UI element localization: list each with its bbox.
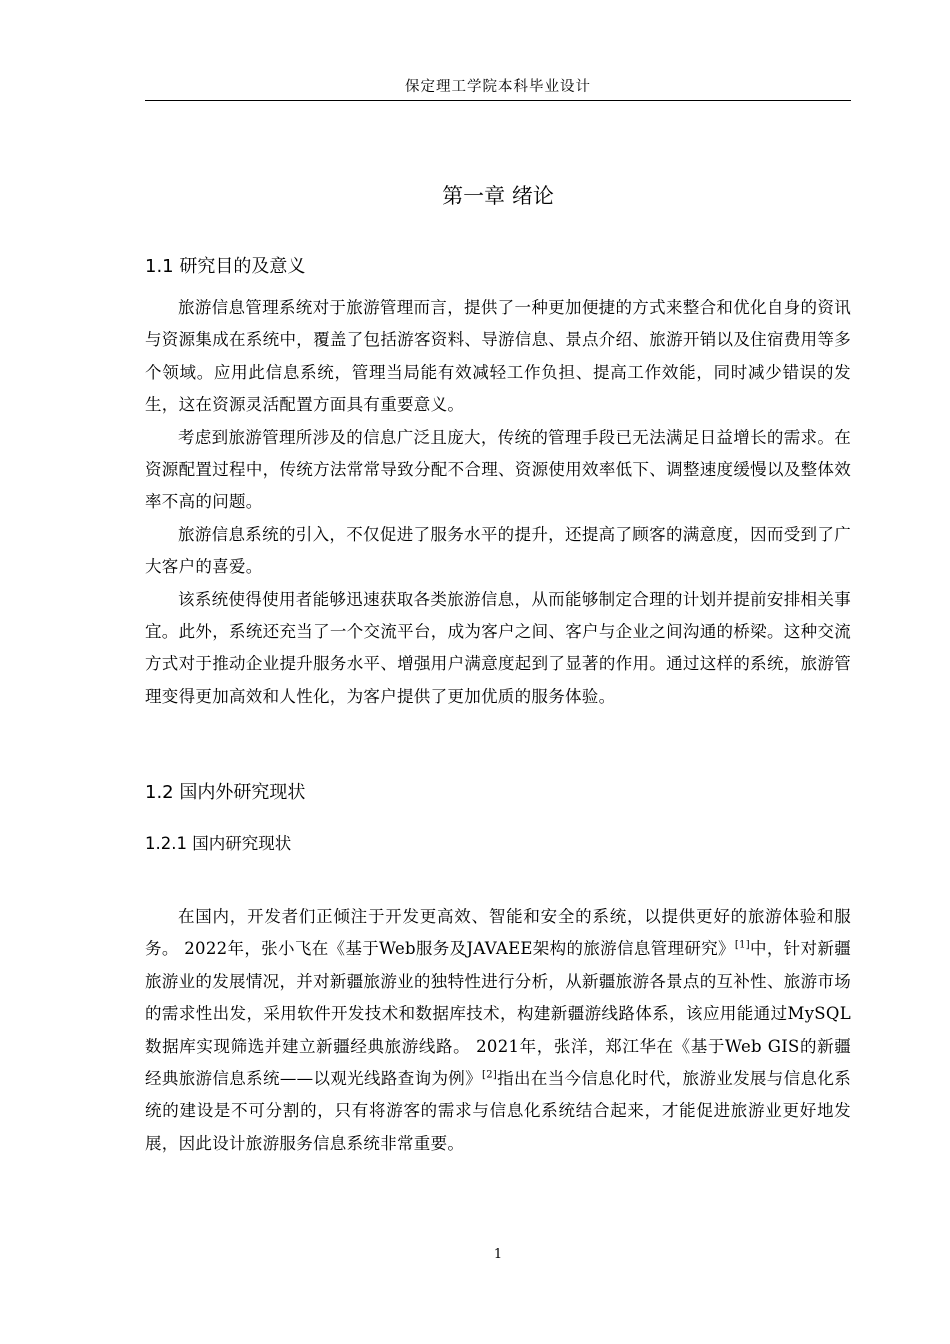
paragraph-2: 考虑到旅游管理所涉及的信息广泛且庞大，传统的管理手段已无法满足日益增长的需求。在资源配置过程中，传统方法常常导致分配不合理、资源使用效率低下、调整速度缓慢以及整体效率不高的问题。 bbox=[145, 427, 851, 512]
page-number: 1 bbox=[493, 1247, 503, 1262]
chapter-title: 第一章 绪论 bbox=[442, 184, 554, 208]
running-header: 保定理工学院本科毕业设计 bbox=[405, 79, 591, 95]
header-rule bbox=[145, 100, 851, 101]
citation-ref-2: [2] bbox=[482, 1069, 498, 1081]
paragraph-5 bbox=[145, 901, 851, 1160]
section-heading-1-2: 1.2 国内外研究现状 bbox=[145, 782, 306, 803]
section-heading-1-1: 1.1 研究目的及意义 bbox=[145, 256, 306, 277]
paragraph-4: 该系统使得使用者能够迅速获取各类旅游信息，从而能够制定合理的计划并提前安排相关事宜。此外，系统还充当了一个交流平台，成为客户之间、客户与企业之间沟通的桥梁。这种交流方式对于推动企业提升服务水平、增强用户满意度起到了显著的作用。通过这样的系统，旅游管理变得更加高效和人性化，为客户提供了更加优质的服务体验。 bbox=[145, 589, 851, 706]
subsection-heading-1-2-1: 1.2.1 国内研究现状 bbox=[145, 834, 292, 853]
paragraph-5-text-2: 中，针对新疆旅游业的发展情况，并对新疆旅游业的独特性进行分析，从新疆旅游各景点的互补性、旅游市场的需求性出发，采用软件开发技术和数据库技术，构建新疆游线路体系，该应用能通过MySQL数据库实现筛选并建立新疆经典旅游线路。 2021年，张洋，郑江华在《基于Web GIS的新疆经典旅游信息系统——以观光线路查询为例》 bbox=[145, 939, 851, 1089]
paragraph-5-text-3: 指出在当今信息化时代，旅游业发展与信息化系统的建设是不可分割的，只有将游客的需求与信息化系统结合起来，才能促进旅游业更好地发展，因此设计旅游服务信息系统非常重要。 bbox=[145, 1069, 852, 1153]
paragraph-1: 旅游信息管理系统对于旅游管理而言，提供了一种更加便捷的方式来整合和优化自身的资讯与资源集成在系统中，覆盖了包括游客资料、导游信息、景点介绍、旅游开销以及住宿费用等多个领域。应用此信息系统，管理当局能有效减轻工作负担、提高工作效能，同时减少错误的发生，这在资源灵活配置方面具有重要意义。 bbox=[145, 298, 851, 415]
paragraph-3: 旅游信息系统的引入，不仅促进了服务水平的提升，还提高了顾客的满意度，因而受到了广大客户的喜爱。 bbox=[145, 524, 851, 577]
paragraph-5-text-1: 在国内，开发者们正倾注于开发更高效、智能和安全的系统，以提供更好的旅游体验和服务。 2022年，张小飞在《基于Web服务及JAVAEE架构的旅游信息管理研究》 bbox=[145, 907, 851, 959]
citation-ref-1: [1] bbox=[734, 939, 750, 951]
